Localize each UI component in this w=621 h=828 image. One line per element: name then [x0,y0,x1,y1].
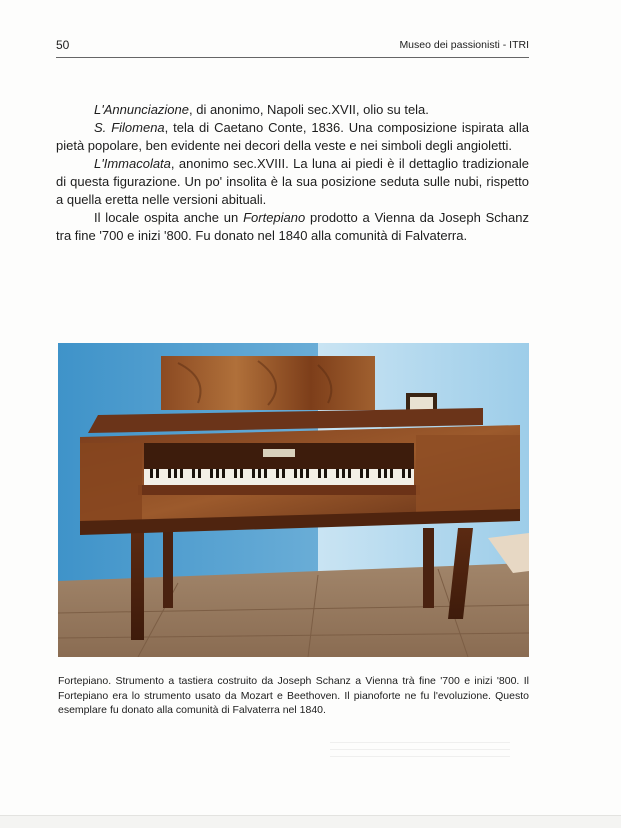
bleed-through-text [330,742,510,774]
artwork-title: S. Filomena [94,120,165,135]
paragraph-text: , di anonimo, Napoli sec.XVII, olio su tela. [189,102,429,117]
header-rule [56,57,529,58]
page-number: 50 [56,38,70,52]
instrument-name: Fortepiano [243,210,306,225]
paragraph-text: , anonimo sec.XVIII. La luna ai piedi è il dettaglio tradizionale di questa figurazione. Un po' insolita è la sua posizione seduta sulle nubi, rispetto a quella eretta nelle versioni abituali. [56,156,529,207]
paragraph-fortepiano [56,209,529,245]
running-head: Museo dei passionisti - ITRI [399,39,529,51]
figure-caption: Fortepiano. Strumento a tastiera costruito da Joseph Schanz a Vienna trà fine '700 e inizi '800. Il Fortepiano era lo strumento usato da Mozart e Beethoven. Il pianoforte ne fu l'evoluzione. Questo esemplare fu donato alla comunità di Falvaterra nel 1840. [58,675,529,716]
paragraph-text: prodotto a Vienna da Joseph Schanz tra fine '700 e inizi '800. Fu donato nel 1840 alla comunità di Falvaterra. [56,210,529,243]
paragraph-immacolata [56,155,529,209]
artwork-title: L'Annunciazione [94,102,189,117]
body-text [56,101,529,245]
paragraph-annunciazione [56,101,529,119]
paragraph-text: Il locale ospita anche un [94,210,244,225]
page-header [56,38,529,56]
page-bottom-edge [0,815,621,828]
fortepiano-photo [58,343,529,657]
artwork-title: L'Immacolata [94,156,171,171]
paragraph-text: , tela di Caetano Conte, 1836. Una composizione ispirata alla pietà popolare, ben evidente nei decori della veste e nei simboli degli angioletti. [56,120,529,153]
paragraph-filomena [56,119,529,155]
